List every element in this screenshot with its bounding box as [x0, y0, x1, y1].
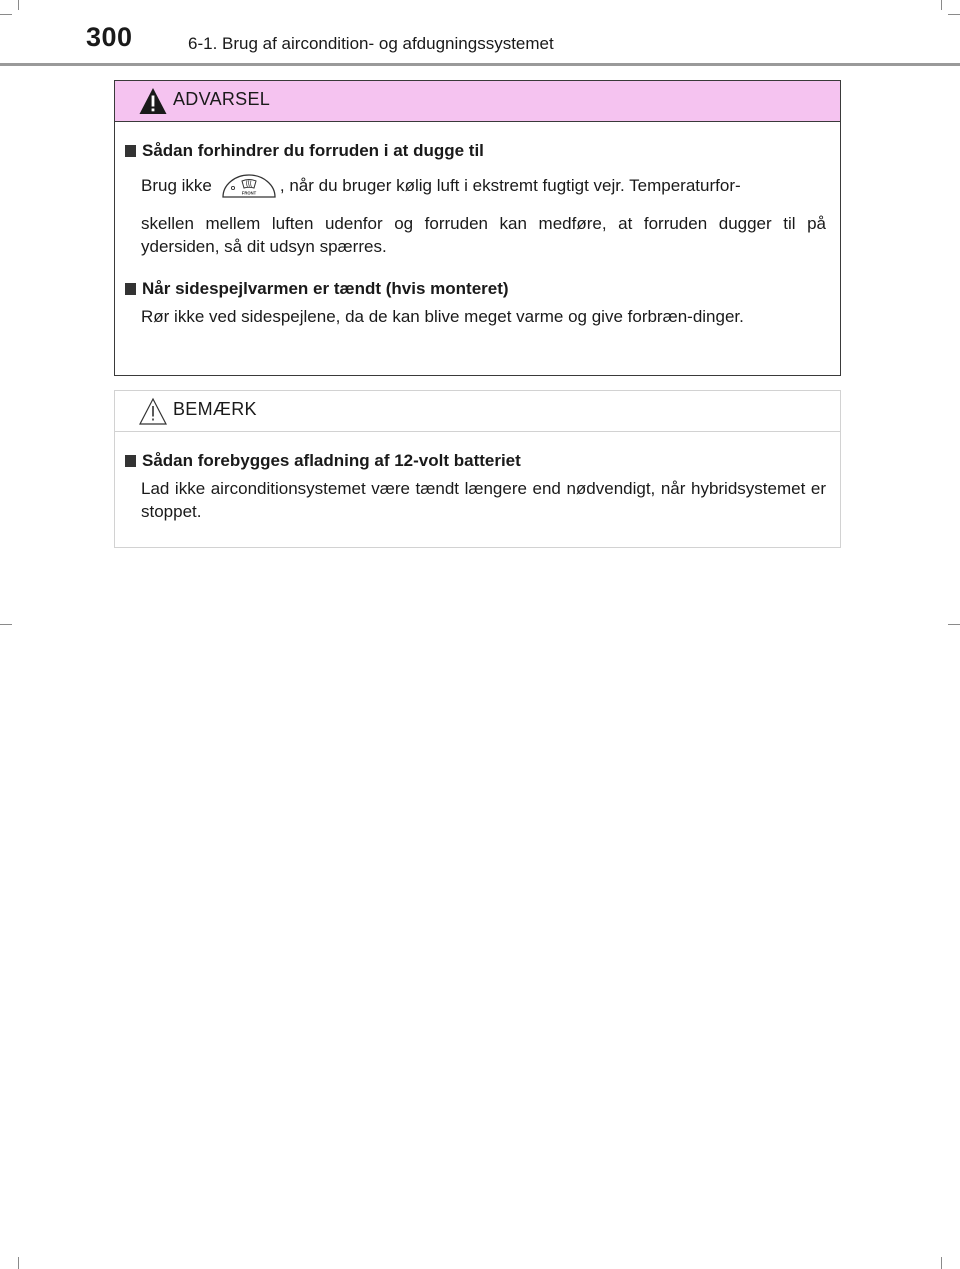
header-rule: [0, 63, 960, 66]
crop-mark: [0, 624, 12, 625]
section-title: [125, 278, 826, 300]
bullet-square-icon: [125, 145, 136, 157]
crop-mark: [18, 1257, 19, 1269]
section-text-continued: skellen mellem luften udenfor og forruden kan medføre, at forruden dugger til på ydersiden, så dit udsyn spærres.: [141, 213, 826, 256]
section-title-text: Når sidespejlvarmen er tændt (hvis monteret): [142, 279, 509, 298]
crop-mark: [941, 1257, 942, 1269]
front-defroster-icon: [220, 172, 278, 198]
warning-title: ADVARSEL: [173, 89, 271, 109]
notice-box: [114, 390, 841, 548]
warning-box-header: [115, 81, 840, 122]
bullet-square-icon: [125, 283, 136, 295]
notice-title: BEMÆRK: [173, 399, 257, 419]
crop-mark: [948, 624, 960, 625]
chapter-title: 6-1. Brug af aircondition- og afdugningssystemet: [188, 34, 554, 53]
page-number: 300: [86, 22, 133, 52]
caution-triangle-icon: [138, 396, 168, 426]
warning-section-2: [125, 278, 826, 328]
warning-box: [114, 80, 841, 376]
bullet-square-icon: [125, 455, 136, 467]
notice-box-header: [115, 391, 840, 432]
section-title: [125, 140, 826, 162]
warning-section-1: [125, 140, 826, 258]
section-text: Rør ikke ved sidespejlene, da de kan blive meget varme og give forbræn-dinger.: [141, 307, 744, 326]
section-text: [141, 174, 826, 198]
page-header: [0, 0, 960, 66]
section-title: [125, 450, 826, 472]
warning-triangle-icon: [138, 86, 168, 116]
section-text: Lad ikke airconditionsystemet være tændt længere end nødvendigt, når hybridsystemet er stoppet.: [141, 479, 826, 521]
text-before-icon: Brug ikke: [141, 176, 212, 195]
section-title-text: Sådan forebygges afladning af 12-volt batteriet: [142, 451, 521, 470]
icon-label: FRONT: [241, 190, 257, 196]
notice-section-1: [125, 450, 826, 523]
section-title-text: Sådan forhindrer du forruden i at dugge til: [142, 141, 484, 160]
text-after-icon: , når du bruger kølig luft i ekstremt fugtigt vejr. Temperaturfor-: [279, 176, 741, 195]
